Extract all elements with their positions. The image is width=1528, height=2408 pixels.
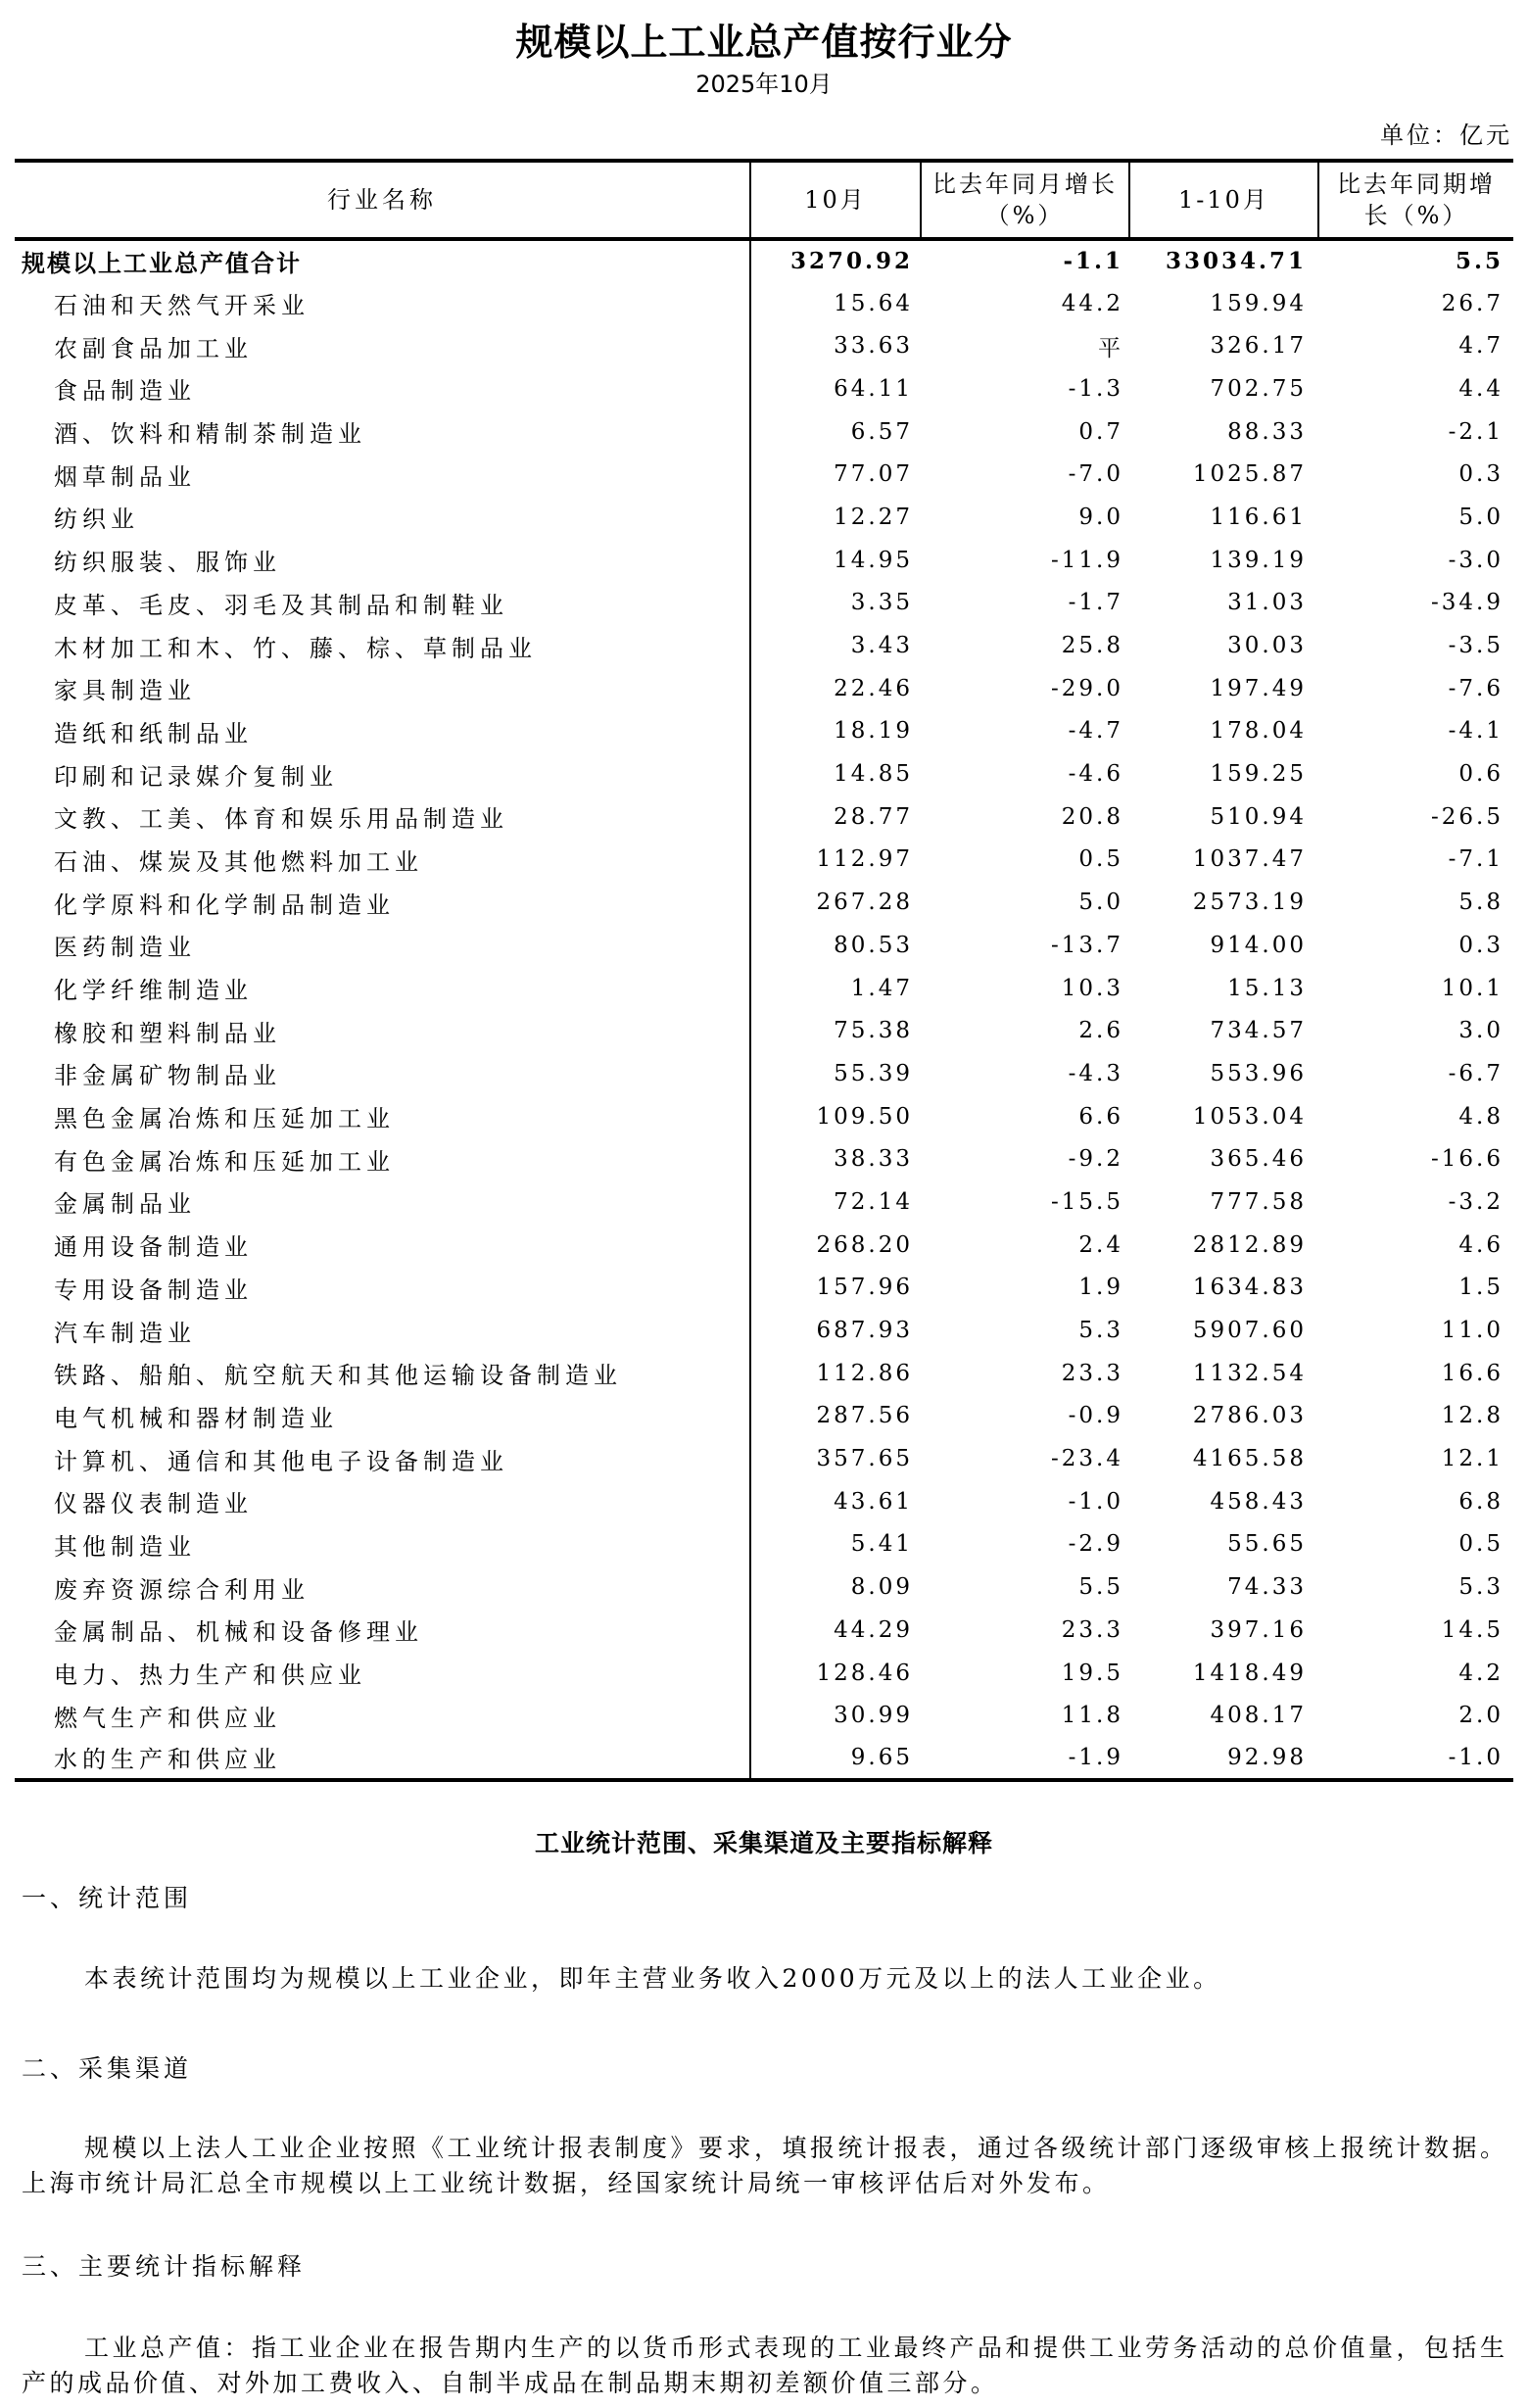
page-title: 规模以上工业总产值按行业分 — [515, 21, 1013, 64]
cell-oct-yoy: 平 — [1098, 335, 1123, 361]
cell-oct: 9.65 — [750, 1737, 921, 1780]
col-header-industry: 行业名称 — [15, 161, 750, 239]
cell-ytd-yoy: 10.1 — [1441, 975, 1504, 1001]
cell-oct: 72.14 — [750, 1180, 921, 1224]
table-row — [15, 1009, 1513, 1052]
cell-oct: 287.56 — [750, 1395, 921, 1438]
cell-ytd: 365.46 — [1210, 1146, 1307, 1173]
table-row — [15, 282, 1513, 325]
table-row — [15, 839, 1513, 882]
cell-ytd-yoy: 0.5 — [1458, 1531, 1504, 1558]
cell-ytd-yoy: 3.0 — [1458, 1018, 1504, 1044]
cell-ytd-yoy: 26.7 — [1441, 290, 1504, 316]
table-header-row — [15, 161, 1513, 239]
cell-oct-yoy: -23.4 — [1051, 1446, 1123, 1472]
col-header-ytd-yoy: 比去年同期增长（%） — [1318, 161, 1513, 239]
cell-ytd: 777.58 — [1210, 1188, 1307, 1215]
table-row — [15, 1437, 1513, 1480]
cell-ytd: 1132.54 — [1192, 1360, 1307, 1386]
cell-oct: 75.38 — [750, 1009, 921, 1052]
cell-oct-yoy: -7.0 — [1068, 461, 1123, 488]
cell-ytd-yoy: 0.3 — [1458, 932, 1504, 958]
cell-oct: 687.93 — [750, 1309, 921, 1352]
table-row — [15, 324, 1513, 367]
cell-industry-name: 铁路、船舶、航空航天和其他运输设备制造业 — [54, 1362, 622, 1390]
cell-ytd: 1418.49 — [1192, 1660, 1307, 1686]
cell-ytd-yoy: -3.0 — [1448, 547, 1504, 573]
cell-industry-name: 电力、热力生产和供应业 — [54, 1662, 366, 1690]
cell-ytd: 30.03 — [1227, 633, 1307, 659]
cell-oct-yoy: -15.5 — [1051, 1188, 1123, 1215]
cell-industry-name: 文教、工美、体育和娱乐用品制造业 — [54, 805, 508, 834]
cell-ytd: 734.57 — [1210, 1018, 1307, 1044]
table-row — [15, 1652, 1513, 1695]
table-row — [15, 1694, 1513, 1737]
notes-heading-indicators: 三、主要统计指标解释 — [22, 2252, 307, 2281]
notes-text-scope: 本表统计范围均为规模以上工业企业，即年主营业务收入2000万元及以上的法人工业企业。 — [84, 1964, 1221, 1993]
cell-oct-yoy: 0.7 — [1078, 418, 1123, 445]
cell-industry-name: 烟草制品业 — [54, 462, 196, 491]
notes-heading-scope: 一、统计范围 — [22, 1884, 193, 1912]
cell-oct-yoy: 1.9 — [1078, 1275, 1123, 1301]
cell-oct-yoy: 44.2 — [1061, 290, 1123, 316]
cell-oct: 44.29 — [750, 1609, 921, 1652]
cell-industry-name: 金属制品业 — [54, 1190, 196, 1219]
cell-oct: 8.09 — [750, 1565, 921, 1609]
cell-oct: 112.97 — [750, 839, 921, 882]
cell-industry-name: 非金属矿物制品业 — [54, 1062, 281, 1090]
cell-oct: 5.41 — [750, 1523, 921, 1566]
cell-oct: 6.57 — [750, 410, 921, 454]
cell-oct: 28.77 — [750, 795, 921, 839]
cell-industry-name: 橡胶和塑料制品业 — [54, 1019, 281, 1047]
cell-oct-yoy: 0.5 — [1078, 846, 1123, 873]
cell-ytd-yoy: 16.6 — [1441, 1360, 1504, 1386]
cell-ytd-yoy: -1.0 — [1318, 1737, 1513, 1780]
cell-oct-yoy: -0.9 — [1068, 1403, 1123, 1429]
cell-oct-yoy: 20.8 — [1061, 803, 1123, 830]
cell-industry-name: 通用设备制造业 — [54, 1233, 253, 1262]
cell-ytd-yoy: 1.5 — [1458, 1275, 1504, 1301]
cell-oct-yoy: 11.8 — [1061, 1703, 1123, 1729]
cell-industry-name: 木材加工和木、竹、藤、棕、草制品业 — [54, 634, 537, 662]
cell-ytd-yoy: 4.8 — [1458, 1103, 1504, 1130]
cell-oct-yoy: -1.0 — [1068, 1488, 1123, 1515]
table-row — [15, 1095, 1513, 1138]
cell-ytd-yoy: 4.4 — [1458, 375, 1504, 402]
cell-oct-yoy: -1.3 — [1068, 375, 1123, 402]
cell-ytd: 88.33 — [1227, 418, 1307, 445]
cell-oct-yoy: 2.6 — [1078, 1018, 1123, 1044]
cell-oct-yoy: -13.7 — [1051, 932, 1123, 958]
cell-oct: 18.19 — [750, 710, 921, 753]
cell-industry-name: 石油和天然气开采业 — [54, 292, 310, 320]
cell-ytd: 1025.87 — [1192, 461, 1307, 488]
unit-label: 单位：亿元 — [1380, 121, 1512, 149]
cell-industry-name: 造纸和纸制品业 — [54, 719, 253, 747]
cell-industry-name: 农副食品加工业 — [54, 334, 253, 362]
cell-ytd: 139.19 — [1210, 547, 1307, 573]
cell-ytd: 1037.47 — [1192, 846, 1307, 873]
cell-industry-name: 化学纤维制造业 — [54, 977, 253, 1005]
cell-oct: 77.07 — [750, 453, 921, 496]
cell-oct-yoy: 5.5 — [1078, 1574, 1123, 1601]
cell-oct: 1.47 — [750, 967, 921, 1010]
table-row — [15, 1180, 1513, 1224]
cell-ytd: 159.25 — [1210, 761, 1307, 788]
cell-oct-yoy: -4.6 — [1068, 761, 1123, 788]
cell-ytd-yoy: 5.0 — [1458, 504, 1504, 530]
cell-oct-yoy: -11.9 — [1051, 547, 1123, 573]
table-row — [15, 1352, 1513, 1395]
cell-industry-name: 金属制品、机械和设备修理业 — [54, 1618, 423, 1647]
cell-oct: 38.33 — [750, 1137, 921, 1180]
cell-ytd: 408.17 — [1210, 1703, 1307, 1729]
cell-ytd: 15.13 — [1227, 975, 1307, 1001]
cell-ytd: 2786.03 — [1192, 1403, 1307, 1429]
cell-ytd-yoy: 0.3 — [1458, 461, 1504, 488]
cell-oct: 268.20 — [750, 1224, 921, 1267]
cell-industry-name: 电气机械和器材制造业 — [54, 1404, 338, 1432]
cell-oct: 3.43 — [750, 624, 921, 667]
table-row — [15, 752, 1513, 795]
cell-ytd: 326.17 — [1210, 333, 1307, 360]
table-row — [15, 367, 1513, 410]
cell-ytd-yoy: 5.8 — [1458, 890, 1504, 916]
table-row — [15, 881, 1513, 924]
cell-ytd-yoy: 12.8 — [1441, 1403, 1504, 1429]
cell-ytd: 1634.83 — [1192, 1275, 1307, 1301]
cell-ytd: 914.00 — [1210, 932, 1307, 958]
cell-ytd: 92.98 — [1129, 1737, 1318, 1780]
cell-ytd-yoy: -26.5 — [1431, 803, 1504, 830]
cell-ytd: 31.03 — [1227, 590, 1307, 616]
cell-oct: 128.46 — [750, 1652, 921, 1695]
cell-ytd: 2573.19 — [1192, 890, 1307, 916]
cell-industry-name: 纺织业 — [54, 506, 139, 534]
cell-oct-yoy: -4.3 — [1068, 1060, 1123, 1086]
cell-industry-name: 计算机、通信和其他电子设备制造业 — [54, 1447, 508, 1475]
notes-text-channel: 规模以上法人工业企业按照《工业统计报表制度》要求，填报统计报表，通过各级统计部门逐级审核上报统计数据。上海市统计局汇总全市规模以上工业统计数据，经国家统计局统一审核评估后对外发布。 — [22, 2134, 1508, 2197]
cell-industry-name: 其他制造业 — [54, 1532, 196, 1561]
cell-ytd-yoy: -6.7 — [1448, 1060, 1504, 1086]
cell-ytd: 510.94 — [1210, 803, 1307, 830]
cell-oct-yoy: 5.0 — [1078, 890, 1123, 916]
cell-ytd: 178.04 — [1210, 718, 1307, 745]
cell-ytd-yoy: 0.6 — [1458, 761, 1504, 788]
table-row — [15, 496, 1513, 539]
cell-oct-yoy: 5.3 — [1078, 1318, 1123, 1344]
cell-industry-name: 专用设备制造业 — [54, 1276, 253, 1304]
cell-oct-yoy: 10.3 — [1061, 975, 1123, 1001]
col-header-ytd: 1-10月 — [1129, 161, 1318, 239]
cell-oct: 55.39 — [750, 1052, 921, 1095]
cell-ytd-yoy: 4.6 — [1458, 1231, 1504, 1258]
table-row — [15, 967, 1513, 1010]
cell-ytd: 702.75 — [1210, 375, 1307, 402]
cell-oct: 64.11 — [750, 367, 921, 410]
cell-industry-name: 仪器仪表制造业 — [54, 1490, 253, 1518]
table-row — [15, 1309, 1513, 1352]
table-row — [15, 1052, 1513, 1095]
cell-oct-yoy: -1.9 — [921, 1737, 1129, 1780]
cell-ytd: 159.94 — [1210, 290, 1307, 316]
cell-ytd: 553.96 — [1210, 1060, 1307, 1086]
table-row — [15, 1565, 1513, 1609]
cell-ytd-yoy: 5.3 — [1458, 1574, 1504, 1601]
cell-oct-yoy: 23.3 — [1061, 1616, 1123, 1643]
cell-industry-name: 废弃资源综合利用业 — [54, 1575, 310, 1604]
cell-ytd-yoy: 2.0 — [1458, 1703, 1504, 1729]
table-row — [15, 924, 1513, 967]
cell-oct: 33.63 — [750, 324, 921, 367]
cell-oct-yoy: 19.5 — [1061, 1660, 1123, 1686]
cell-industry-name: 印刷和记录媒介复制业 — [54, 762, 338, 791]
cell-oct: 30.99 — [750, 1694, 921, 1737]
cell-oct: 112.86 — [750, 1352, 921, 1395]
cell-industry-name: 石油、煤炭及其他燃料加工业 — [54, 847, 423, 876]
cell-industry-name: 家具制造业 — [54, 677, 196, 705]
table-row — [15, 1523, 1513, 1566]
cell-oct-yoy: -1.1 — [1063, 248, 1123, 275]
cell-oct-yoy: 25.8 — [1061, 633, 1123, 659]
cell-industry-name: 酒、饮料和精制茶制造业 — [54, 420, 366, 449]
report-period: 2025年10月 — [695, 71, 833, 98]
cell-oct: 109.50 — [750, 1095, 921, 1138]
cell-ytd: 55.65 — [1227, 1531, 1307, 1558]
cell-ytd: 2812.89 — [1192, 1231, 1307, 1258]
cell-ytd-yoy: 11.0 — [1441, 1318, 1504, 1344]
cell-ytd-yoy: 4.2 — [1458, 1660, 1504, 1686]
industry-output-table — [15, 159, 1513, 1782]
cell-ytd-yoy: -7.1 — [1448, 846, 1504, 873]
cell-ytd-yoy: 5.5 — [1455, 248, 1504, 275]
cell-oct: 14.95 — [750, 539, 921, 582]
table-row — [15, 1267, 1513, 1310]
cell-oct-yoy: 9.0 — [1078, 504, 1123, 530]
table-row — [15, 667, 1513, 710]
cell-ytd-yoy: -34.9 — [1431, 590, 1504, 616]
table-row — [15, 1609, 1513, 1652]
table-row — [15, 410, 1513, 454]
cell-oct: 12.27 — [750, 496, 921, 539]
table-row — [15, 1395, 1513, 1438]
cell-ytd-yoy: -4.1 — [1448, 718, 1504, 745]
cell-oct: 22.46 — [750, 667, 921, 710]
cell-oct-yoy: 23.3 — [1061, 1360, 1123, 1386]
cell-ytd: 74.33 — [1227, 1574, 1307, 1601]
table-row — [15, 539, 1513, 582]
cell-ytd-yoy: -3.5 — [1448, 633, 1504, 659]
cell-ytd-yoy: -7.6 — [1448, 675, 1504, 701]
cell-industry-name: 化学原料和化学制品制造业 — [54, 891, 395, 919]
cell-oct-yoy: -9.2 — [1068, 1146, 1123, 1173]
table-row — [15, 1480, 1513, 1523]
cell-oct: 14.85 — [750, 752, 921, 795]
table-row — [15, 710, 1513, 753]
cell-ytd: 33034.71 — [1165, 248, 1307, 275]
cell-ytd-yoy: -16.6 — [1431, 1146, 1504, 1173]
table-row — [15, 1224, 1513, 1267]
cell-oct-yoy: -29.0 — [1051, 675, 1123, 701]
cell-ytd: 1053.04 — [1192, 1103, 1307, 1130]
cell-ytd-yoy: 6.8 — [1458, 1488, 1504, 1515]
cell-industry-name: 食品制造业 — [54, 377, 196, 406]
cell-industry-name: 有色金属冶炼和压延加工业 — [54, 1147, 395, 1176]
cell-ytd-yoy: 14.5 — [1441, 1616, 1504, 1643]
cell-oct: 43.61 — [750, 1480, 921, 1523]
table-body — [15, 239, 1513, 1780]
cell-oct-yoy: 2.4 — [1078, 1231, 1123, 1258]
cell-oct-yoy: 6.6 — [1078, 1103, 1123, 1130]
cell-industry-name: 规模以上工业总产值合计 — [22, 249, 302, 278]
cell-ytd: 116.61 — [1210, 504, 1307, 530]
cell-ytd-yoy: 4.7 — [1458, 333, 1504, 360]
cell-oct: 80.53 — [750, 924, 921, 967]
cell-oct-yoy: -2.9 — [1068, 1531, 1123, 1558]
col-header-oct: 10月 — [750, 161, 921, 239]
cell-industry-name: 汽车制造业 — [54, 1319, 196, 1347]
cell-oct: 357.65 — [750, 1437, 921, 1480]
cell-industry-name: 皮革、毛皮、羽毛及其制品和制鞋业 — [54, 591, 508, 619]
col-header-oct-yoy: 比去年同月增长（%） — [921, 161, 1129, 239]
cell-oct: 157.96 — [750, 1267, 921, 1310]
table-row-total — [15, 239, 1513, 282]
cell-ytd-yoy: 12.1 — [1441, 1446, 1504, 1472]
notes-title: 工业统计范围、采集渠道及主要指标解释 — [534, 1829, 993, 1857]
cell-industry-name: 水的生产和供应业 — [15, 1737, 750, 1780]
table-row — [15, 624, 1513, 667]
notes-text-indicators: 工业总产值：指工业企业在报告期内生产的以货币形式表现的工业最终产品和提供工业劳务活动的总价值量，包括生产的成品价值、对外加工费收入、自制半成品在制品期末期初差额价值三部分。 — [22, 2334, 1508, 2397]
cell-industry-name: 黑色金属冶炼和压延加工业 — [54, 1105, 395, 1133]
table-row — [15, 795, 1513, 839]
cell-ytd: 5907.60 — [1192, 1318, 1307, 1344]
cell-ytd: 397.16 — [1210, 1616, 1307, 1643]
cell-ytd-yoy: -2.1 — [1448, 418, 1504, 445]
cell-oct: 15.64 — [750, 282, 921, 325]
notes-heading-channel: 二、采集渠道 — [22, 2054, 193, 2083]
cell-ytd: 458.43 — [1210, 1488, 1307, 1515]
cell-oct: 3270.92 — [750, 239, 921, 282]
cell-ytd-yoy: -3.2 — [1448, 1188, 1504, 1215]
table-row — [15, 1737, 1513, 1780]
table-row — [15, 1137, 1513, 1180]
cell-oct: 267.28 — [750, 881, 921, 924]
cell-industry-name: 燃气生产和供应业 — [54, 1704, 281, 1732]
cell-industry-name: 医药制造业 — [54, 934, 196, 962]
cell-industry-name: 纺织服装、服饰业 — [54, 549, 281, 577]
table-row — [15, 453, 1513, 496]
cell-oct-yoy: -1.7 — [1068, 590, 1123, 616]
cell-oct-yoy: -4.7 — [1068, 718, 1123, 745]
cell-ytd: 4165.58 — [1192, 1446, 1307, 1472]
cell-ytd: 197.49 — [1210, 675, 1307, 701]
table-row — [15, 582, 1513, 625]
cell-oct: 3.35 — [750, 582, 921, 625]
